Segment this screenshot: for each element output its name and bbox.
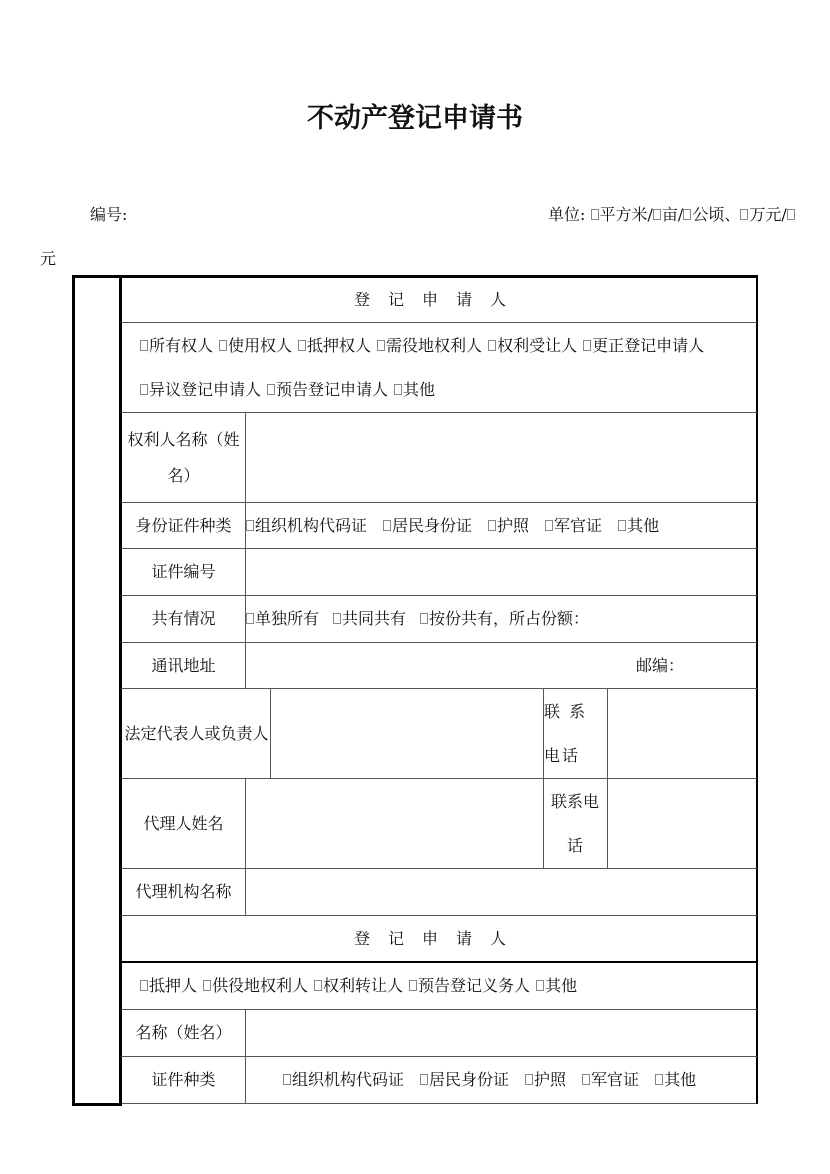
checkbox-label: 预告登记义务人 bbox=[418, 976, 531, 995]
checkbox-option[interactable] bbox=[536, 968, 577, 1004]
checkbox-icon[interactable] bbox=[740, 209, 748, 220]
checkbox-option[interactable] bbox=[246, 601, 319, 637]
checkbox-option[interactable] bbox=[653, 205, 683, 224]
id-number-label: 证件编号 bbox=[151, 562, 216, 581]
checkbox-option[interactable] bbox=[420, 1062, 509, 1098]
checkbox-icon[interactable] bbox=[314, 980, 322, 991]
checkbox-label: 共同共有 bbox=[342, 609, 407, 628]
checkbox-label: 军官证 bbox=[554, 515, 603, 535]
checkbox-option[interactable] bbox=[583, 324, 704, 368]
checkbox-icon[interactable] bbox=[383, 520, 391, 531]
checkbox-icon[interactable] bbox=[618, 520, 626, 531]
checkbox-icon[interactable] bbox=[140, 384, 148, 395]
checkbox-icon[interactable] bbox=[488, 340, 496, 351]
checkbox-option[interactable] bbox=[140, 968, 197, 1004]
obligor-name-label: 名称（姓名） bbox=[135, 1023, 232, 1042]
checkbox-icon[interactable] bbox=[653, 209, 661, 220]
checkbox-icon[interactable] bbox=[525, 1074, 533, 1085]
checkbox-option[interactable] bbox=[409, 968, 530, 1004]
agency-name-field[interactable] bbox=[246, 869, 756, 915]
checkbox-label: 使用权人 bbox=[228, 336, 293, 355]
checkbox-option[interactable] bbox=[377, 324, 482, 368]
checkbox-icon[interactable] bbox=[246, 520, 254, 531]
checkbox-icon[interactable] bbox=[488, 520, 496, 531]
checkbox-option[interactable] bbox=[203, 968, 308, 1004]
checkbox-icon[interactable] bbox=[545, 520, 553, 531]
phone1-label: 联 系 电话 bbox=[544, 701, 588, 765]
checkbox-icon[interactable] bbox=[591, 209, 599, 220]
checkbox-label: 其他 bbox=[403, 380, 436, 399]
agency-name-label: 代理机构名称 bbox=[135, 882, 232, 901]
checkbox-icon[interactable] bbox=[655, 1074, 663, 1085]
checkbox-icon[interactable] bbox=[582, 1074, 590, 1085]
checkbox-option[interactable] bbox=[545, 508, 602, 544]
checkbox-label: 权利受让人 bbox=[497, 336, 578, 355]
id-type-options bbox=[246, 503, 756, 548]
checkbox-label: 抵押人 bbox=[149, 976, 198, 995]
checkbox-option[interactable] bbox=[740, 205, 786, 224]
checkbox-label: 权利转让人 bbox=[323, 976, 404, 995]
checkbox-icon[interactable] bbox=[219, 340, 227, 351]
checkbox-icon[interactable] bbox=[420, 1074, 428, 1085]
applicant-type-options bbox=[140, 324, 750, 412]
checkbox-icon[interactable] bbox=[583, 340, 591, 351]
checkbox-icon[interactable] bbox=[394, 384, 402, 395]
checkbox-option[interactable] bbox=[591, 205, 653, 224]
checkbox-icon[interactable] bbox=[283, 1074, 291, 1085]
checkbox-label: 供役地权利人 bbox=[212, 976, 309, 995]
checkbox-label: 护照 bbox=[534, 1070, 567, 1089]
checkbox-label: 居民身份证 bbox=[429, 1070, 510, 1089]
co-ownership-label: 共有情况 bbox=[151, 609, 216, 628]
checkbox-icon[interactable] bbox=[140, 980, 148, 991]
legal-rep-label: 法定代表人或负责人 bbox=[124, 723, 269, 743]
checkbox-label: 军官证 bbox=[591, 1070, 640, 1089]
checkbox-option[interactable] bbox=[140, 368, 261, 412]
checkbox-label: 组织机构代码证 bbox=[292, 1070, 405, 1089]
checkbox-icon[interactable] bbox=[409, 980, 417, 991]
checkbox-icon[interactable] bbox=[203, 980, 211, 991]
unit-line bbox=[548, 202, 796, 225]
section1-header: 登记申请人 bbox=[353, 290, 524, 309]
phone2-field[interactable] bbox=[608, 779, 756, 868]
checkbox-option[interactable] bbox=[655, 1062, 696, 1098]
checkbox-option[interactable] bbox=[219, 324, 292, 368]
checkbox-icon[interactable] bbox=[140, 340, 148, 351]
agent-name-label: 代理人姓名 bbox=[143, 813, 224, 833]
rights-holder-name-label: 权利人名称（姓名） bbox=[127, 429, 240, 485]
checkbox-option[interactable] bbox=[582, 1062, 639, 1098]
checkbox-option[interactable] bbox=[283, 1062, 404, 1098]
checkbox-label: 预告登记申请人 bbox=[276, 380, 389, 399]
unit-options bbox=[591, 205, 796, 224]
checkbox-label: 需役地权利人 bbox=[386, 336, 483, 355]
checkbox-option[interactable] bbox=[618, 508, 659, 544]
checkbox-option[interactable] bbox=[394, 368, 435, 412]
rights-holder-name-field[interactable] bbox=[246, 413, 756, 502]
number-label: 编号: bbox=[90, 205, 128, 224]
checkbox-option[interactable] bbox=[488, 508, 529, 544]
section2-header: 登记申请人 bbox=[353, 928, 524, 948]
checkbox-icon[interactable] bbox=[787, 209, 795, 220]
checkbox-label: 其他 bbox=[664, 1070, 697, 1089]
checkbox-label: 护照 bbox=[497, 515, 530, 535]
checkbox-label: 抵押权人 bbox=[307, 336, 372, 355]
checkbox-label: 万元/ bbox=[749, 205, 787, 224]
checkbox-icon[interactable] bbox=[267, 384, 275, 395]
checkbox-label: 其他 bbox=[627, 515, 660, 535]
unit-wrap: 元 bbox=[40, 249, 57, 268]
address-field[interactable] bbox=[246, 643, 626, 688]
checkbox-label: 单独所有 bbox=[255, 609, 320, 628]
checkbox-label: 组织机构代码证 bbox=[255, 515, 368, 535]
checkbox-option[interactable] bbox=[267, 368, 388, 412]
checkbox-option[interactable] bbox=[333, 601, 406, 637]
checkbox-icon[interactable] bbox=[683, 209, 691, 220]
checkbox-option[interactable] bbox=[525, 1062, 566, 1098]
checkbox-icon[interactable] bbox=[333, 613, 341, 624]
address-label: 通讯地址 bbox=[151, 655, 216, 675]
obligor-type-options bbox=[140, 963, 750, 1009]
checkbox-icon[interactable] bbox=[420, 613, 428, 624]
checkbox-label: 其他 bbox=[545, 976, 578, 995]
checkbox-option[interactable] bbox=[140, 324, 213, 368]
checkbox-label: 公顷、 bbox=[692, 205, 741, 224]
checkbox-icon[interactable] bbox=[246, 613, 254, 624]
checkbox-icon[interactable] bbox=[377, 340, 385, 351]
id-number-field[interactable] bbox=[246, 549, 756, 595]
checkbox-label: 平方米/ bbox=[599, 205, 653, 224]
legal-rep-field[interactable] bbox=[271, 689, 543, 778]
checkbox-option[interactable] bbox=[298, 324, 371, 368]
checkbox-label: 更正登记申请人 bbox=[592, 336, 705, 355]
checkbox-option[interactable] bbox=[683, 205, 740, 224]
checkbox-label: 按份共有，所占份额： bbox=[429, 609, 590, 628]
phone1-field[interactable] bbox=[608, 689, 756, 778]
unit-label: 单位: bbox=[548, 205, 586, 224]
checkbox-option[interactable] bbox=[314, 968, 403, 1004]
agent-name-field[interactable] bbox=[246, 779, 543, 868]
obligor-name-field[interactable] bbox=[246, 1010, 756, 1056]
obligor-id-type-label: 证件种类 bbox=[151, 1070, 216, 1089]
checkbox-option[interactable] bbox=[246, 508, 367, 544]
document-title: 不动产登记申请书 bbox=[307, 103, 523, 134]
phone2-label: 联系电话 bbox=[550, 791, 599, 855]
checkbox-icon[interactable] bbox=[536, 980, 544, 991]
id-type-label: 身份证件种类 bbox=[135, 515, 232, 535]
checkbox-label: 亩/ bbox=[661, 205, 684, 224]
checkbox-icon[interactable] bbox=[298, 340, 306, 351]
checkbox-option[interactable] bbox=[383, 508, 472, 544]
obligor-id-type-options bbox=[283, 1057, 753, 1103]
checkbox-option[interactable] bbox=[787, 205, 796, 224]
checkbox-label: 居民身份证 bbox=[392, 515, 473, 535]
postcode-label: 邮编： bbox=[635, 655, 684, 675]
checkbox-label: 异议登记申请人 bbox=[149, 380, 262, 399]
checkbox-option[interactable] bbox=[420, 601, 589, 637]
checkbox-label: 所有权人 bbox=[149, 336, 214, 355]
co-ownership-options bbox=[246, 596, 756, 642]
checkbox-option[interactable] bbox=[488, 324, 577, 368]
